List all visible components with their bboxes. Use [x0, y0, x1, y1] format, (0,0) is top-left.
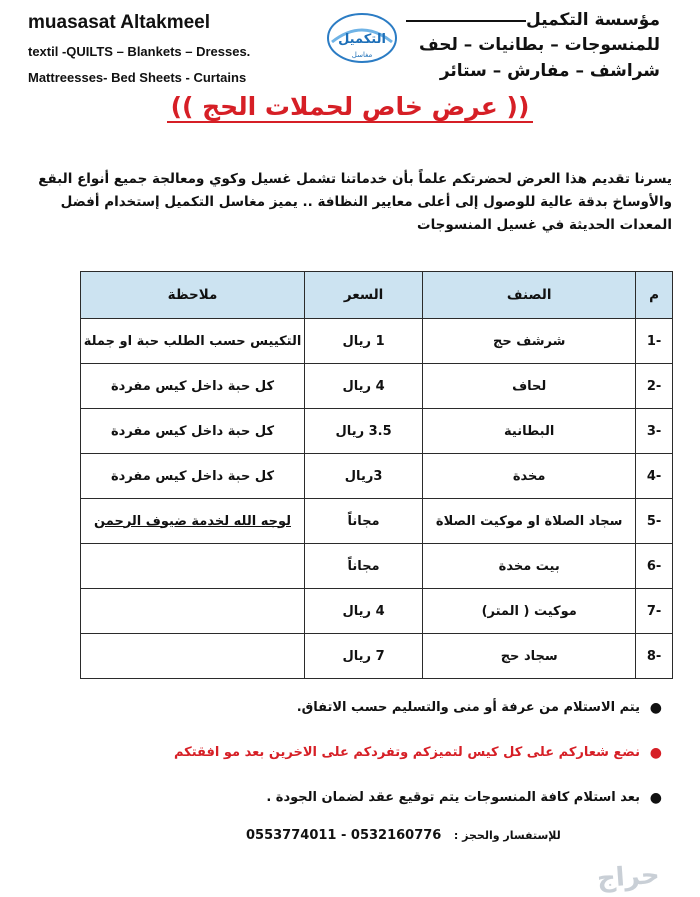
- watermark: حراج: [596, 859, 661, 895]
- products-line-en-1: textil -QUILTS – Blankets – Dresses.: [28, 44, 251, 59]
- products-line-ar-2: شراشف – مفارش – ستائر: [439, 61, 660, 81]
- company-name-en: muasasat Altakmeel: [28, 12, 211, 33]
- row-note-text: لوجه الله لخدمة ضيوف الرحمن: [94, 513, 291, 529]
- header-item: الصنف: [423, 272, 636, 319]
- table-row: [81, 409, 673, 454]
- row-item: مخدة: [423, 454, 636, 499]
- intro-paragraph: يسرنا تقديم هذا العرض لحضرتكم علماً بأن خدماتنا تشمل غسيل وكوي ومعالجة جميع أنواع البقع والأوساخ بدقة عالية للوصول إلى أعلى معايير النظافة .. يميز مغاسل التكميل إستخدام أفضل المعدات الحديثة في غسيل المنسوجات: [38, 171, 672, 233]
- row-num: 2-: [636, 364, 673, 409]
- row-item: بيت مخدة: [423, 544, 636, 589]
- table-row: [81, 544, 673, 589]
- table-row: [81, 634, 673, 679]
- row-price: 4 ريال: [305, 364, 423, 409]
- row-num: 5-: [636, 499, 673, 544]
- row-item: سجاد حج: [423, 634, 636, 679]
- row-price: 3ريال: [305, 454, 423, 499]
- row-price: 4 ريال: [305, 589, 423, 634]
- row-note: [81, 589, 305, 634]
- row-note: [81, 544, 305, 589]
- row-price: 3.5 ريال: [305, 409, 423, 454]
- row-item: سجاد الصلاة او موكيت الصلاة: [423, 499, 636, 544]
- header-price: السعر: [305, 272, 423, 319]
- note-text: بعد استلام كافة المنسوجات يتم توقيع عقد لضمان الجودة .: [266, 790, 640, 805]
- bullet-icon: ●: [649, 790, 662, 806]
- table-row: [81, 319, 673, 364]
- row-num: 1-: [636, 319, 673, 364]
- row-num: 8-: [636, 634, 673, 679]
- row-price: مجاناً: [305, 499, 423, 544]
- company-logo: [324, 8, 400, 70]
- company-name-ar: مؤسسة التكميل: [406, 10, 660, 30]
- row-note: [81, 634, 305, 679]
- row-price: 7 ريال: [305, 634, 423, 679]
- row-item: لحاف: [423, 364, 636, 409]
- table-row: [81, 364, 673, 409]
- contact-line: [246, 828, 561, 843]
- note-item: [62, 700, 662, 745]
- table-row: [81, 589, 673, 634]
- table-row: [81, 454, 673, 499]
- row-item: البطانية: [423, 409, 636, 454]
- row-item: موكيت ( المتر): [423, 589, 636, 634]
- row-num: 4-: [636, 454, 673, 499]
- row-num: 7-: [636, 589, 673, 634]
- row-note: كل حبة داخل كيس مفردة: [81, 409, 305, 454]
- header-note: ملاحظة: [81, 272, 305, 319]
- row-note: كل حبة داخل كيس مفردة: [81, 454, 305, 499]
- notes-list: [62, 700, 662, 835]
- table-header-row: [81, 272, 673, 319]
- row-price: 1 ريال: [305, 319, 423, 364]
- svg-text:مغاسل: مغاسل: [351, 51, 373, 59]
- row-note: كل حبة داخل كيس مفردة: [81, 364, 305, 409]
- row-num: 3-: [636, 409, 673, 454]
- contact-label: للإستفسار والحجز :: [453, 829, 561, 842]
- note-text: نضع شعاركم على كل كيس لتميزكم وتفردكم على الاخرين بعد مو افقتكم: [173, 745, 640, 760]
- price-table: [80, 271, 673, 679]
- offer-title: (( عرض خاص لحملات الحج )): [0, 92, 700, 121]
- contact-phones: 0553774011 - 0532160776: [246, 828, 442, 843]
- products-line-ar-1: للمنسوجات – بطانيات – لحف: [418, 35, 660, 55]
- table-row: [81, 499, 673, 544]
- note-item: [62, 745, 662, 790]
- row-note: التكييس حسب الطلب حبة او جملة: [81, 319, 305, 364]
- row-price: مجاناً: [305, 544, 423, 589]
- header-num: م: [636, 272, 673, 319]
- row-item: شرشف حج: [423, 319, 636, 364]
- svg-text:التكميل: التكميل: [338, 32, 386, 47]
- row-num: 6-: [636, 544, 673, 589]
- note-text: يتم الاستلام من عرفة أو منى والتسليم حسب الاتفاق.: [296, 700, 640, 715]
- products-line-en-2: Mattreesses- Bed Sheets - Curtains: [28, 70, 247, 85]
- bullet-icon: ●: [649, 700, 662, 716]
- bullet-icon: ●: [649, 745, 662, 761]
- row-note: [81, 499, 305, 544]
